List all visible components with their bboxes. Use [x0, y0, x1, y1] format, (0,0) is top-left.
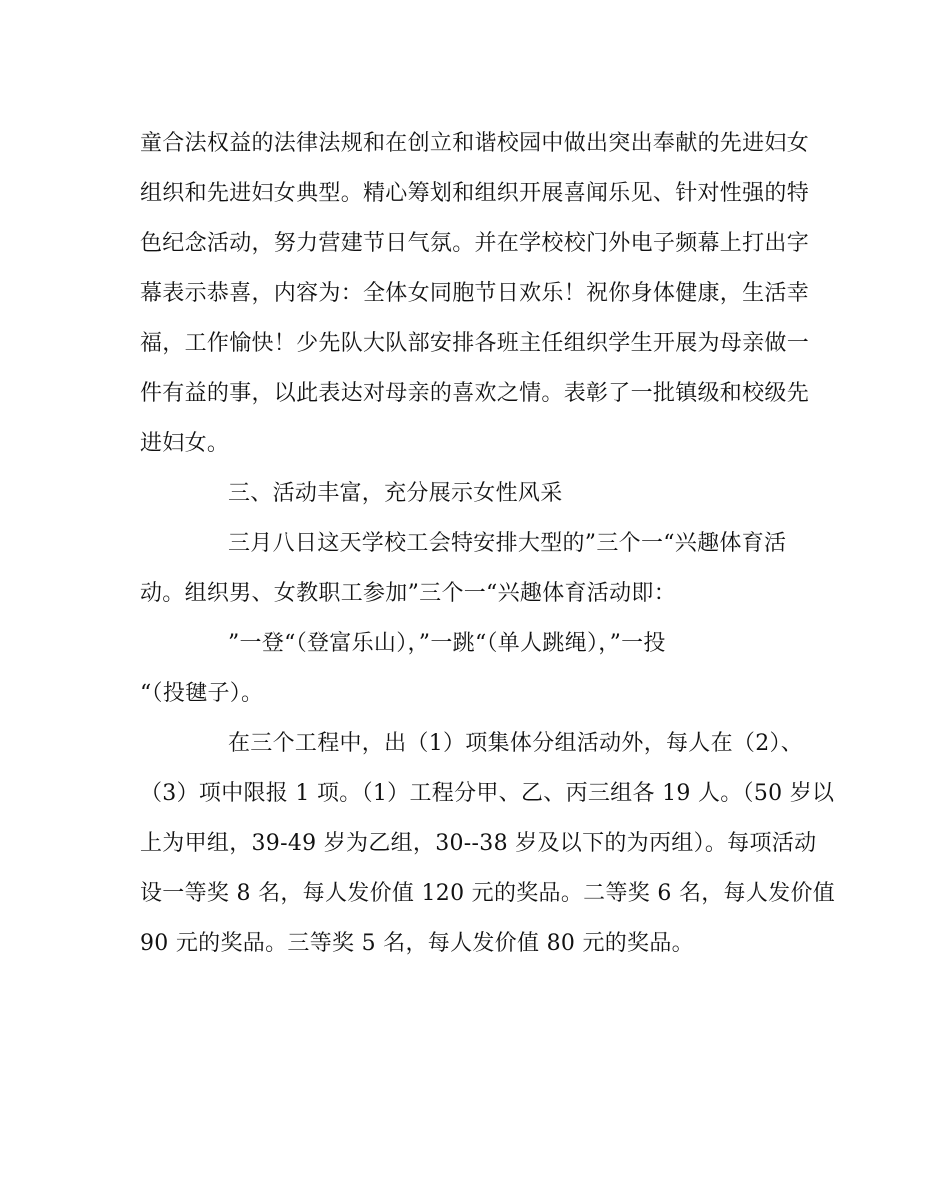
body-line: （3）项中限报 1 项。（1）工程分甲、乙、丙三组各 19 人。（50 岁以	[140, 781, 835, 806]
section-heading: 三、活动丰富，充分展示女性风采	[228, 481, 563, 506]
body-line: 90 元的奖品。三等奖 5 名，每人发价值 80 元的奖品。	[140, 931, 694, 956]
body-line: 设一等奖 8 名，每人发价值 120 元的奖品。二等奖 6 名，每人发价值	[140, 881, 836, 906]
body-line: 三月八日这天学校工会特安排大型的”三个一“兴趣体育活	[228, 531, 787, 556]
body-line: 组织和先进妇女典型。精心筹划和组织开展喜闻乐见、针对性强的特	[140, 181, 810, 206]
body-line: 上为甲组，39-49 岁为乙组，30--38 岁及以下的为丙组）。每项活动	[140, 831, 817, 856]
body-line: 幕表示恭喜，内容为：全体女同胞节日欢乐！祝你身体健康，生活幸	[140, 281, 810, 306]
body-line: 福，工作愉快！少先队大队部安排各班主任组织学生开展为母亲做一	[140, 331, 810, 356]
body-line: 色纪念活动，努力营建节日气氛。并在学校校门外电子频幕上打出字	[140, 231, 810, 256]
body-line: “（投毽子）。	[140, 681, 264, 706]
body-line: ”一登“（登富乐山），”一跳“（单人跳绳），”一投	[228, 631, 666, 656]
body-line: 童合法权益的法律法规和在创立和谐校园中做出突出奉献的先进妇女	[140, 131, 810, 156]
body-line: 进妇女。	[140, 431, 230, 456]
body-line: 在三个工程中，出（1）项集体分组活动外，每人在（2）、	[228, 731, 804, 756]
body-line: 件有益的事，以此表达对母亲的喜欢之情。表彰了一批镇级和校级先	[140, 381, 810, 406]
body-line: 动。组织男、女教职工参加”三个一“兴趣体育活动即：	[140, 581, 676, 606]
